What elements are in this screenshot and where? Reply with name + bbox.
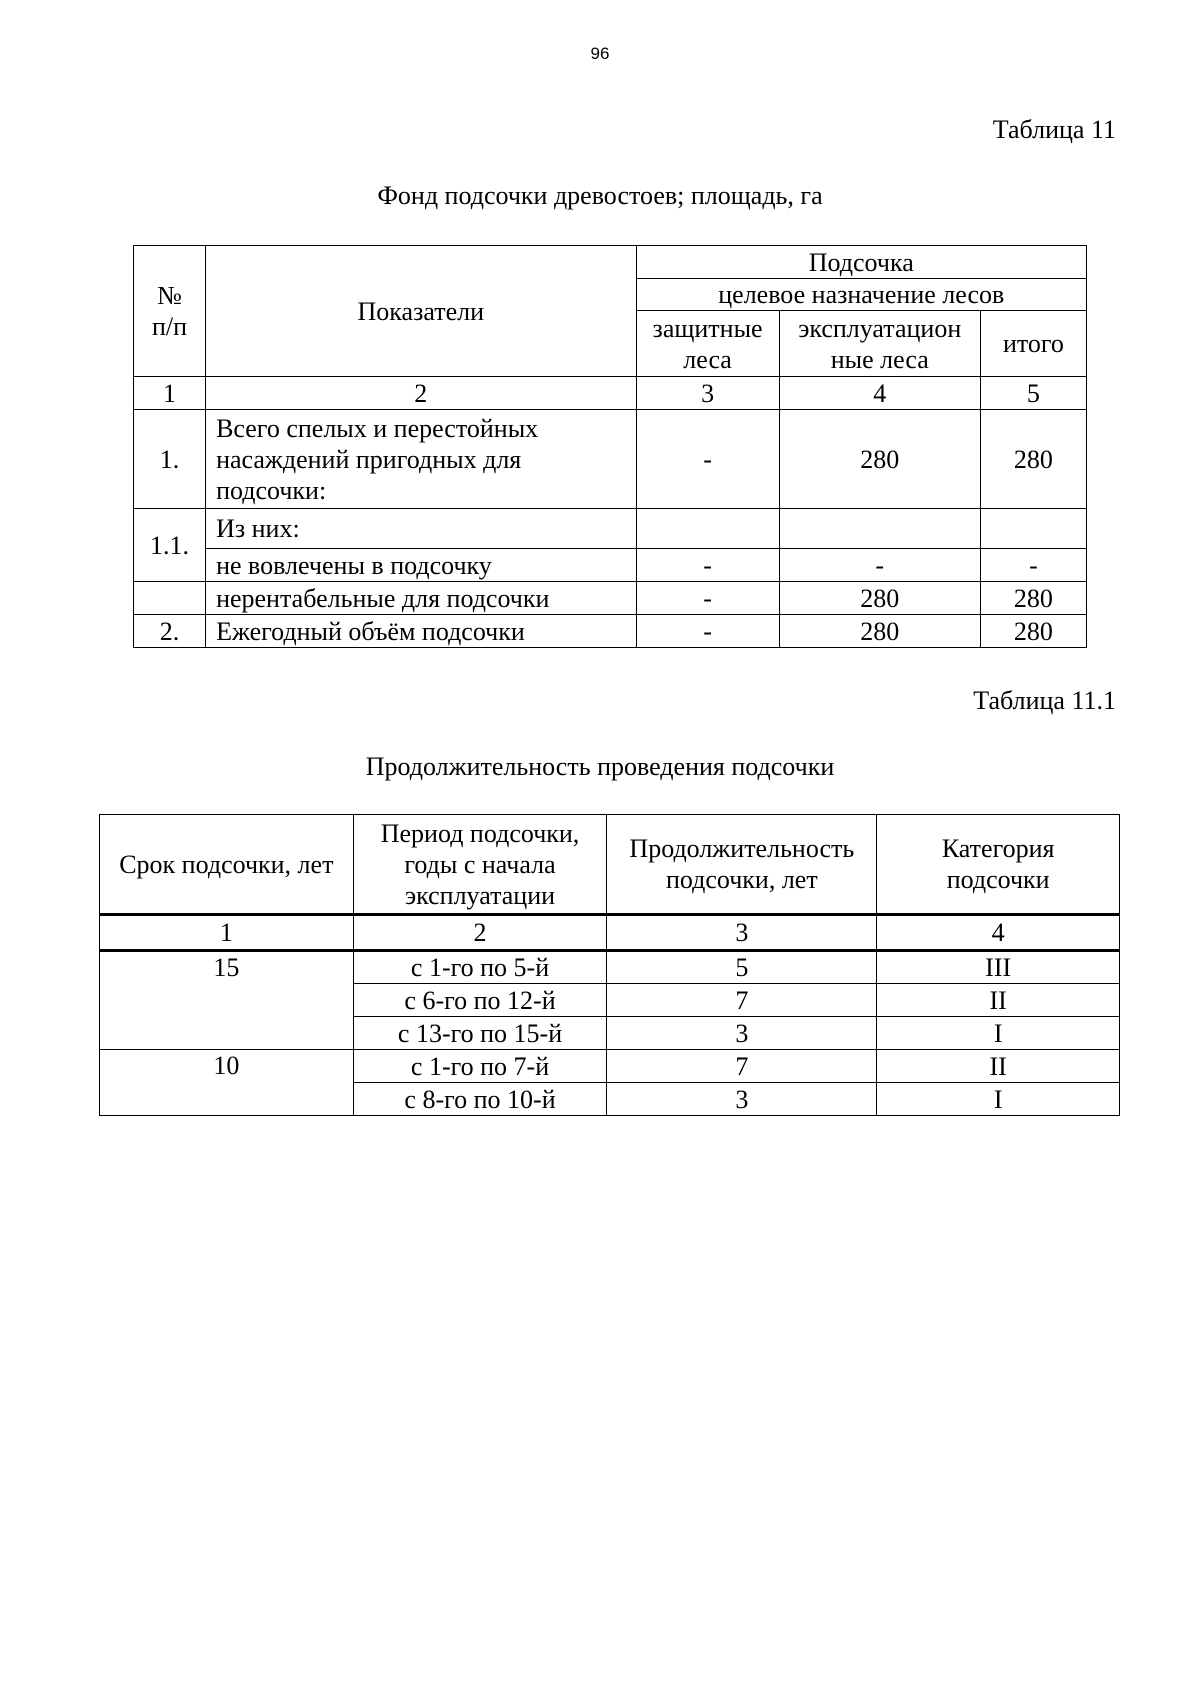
row-duration: 5: [607, 951, 877, 984]
row-num: 2.: [134, 615, 206, 648]
row-term: 10: [100, 1050, 354, 1116]
row-exploitation: 280: [779, 615, 980, 648]
header-category: Категория подсочки: [877, 815, 1120, 915]
table2-title: Продолжительность проведения подсочки: [365, 752, 835, 781]
col-number: 1: [134, 377, 206, 410]
row-exploitation: -: [779, 549, 980, 582]
row-duration: 3: [607, 1017, 877, 1050]
row-duration: 7: [607, 1050, 877, 1083]
row-protective: -: [636, 410, 779, 509]
header-group: Подсочка: [636, 246, 1087, 279]
table-row: [134, 615, 1087, 648]
col-number: 1: [100, 915, 354, 951]
header-indicators: Показатели: [206, 246, 636, 377]
table-row: [134, 549, 1087, 582]
row-total: 280: [980, 410, 1086, 509]
table2: [99, 814, 1120, 1116]
row-num: 1.: [134, 410, 206, 509]
col-number: 4: [877, 915, 1120, 951]
header-term: Срок подсочки, лет: [100, 815, 354, 915]
row-protective: -: [636, 582, 779, 615]
col-number: 3: [607, 915, 877, 951]
row-total: [980, 509, 1086, 549]
row-total: 280: [980, 615, 1086, 648]
row-category: I: [877, 1083, 1120, 1116]
header-protective: защитные леса: [636, 311, 779, 377]
row-period: с 13-го по 15-й: [353, 1017, 607, 1050]
row-num: 1.1.: [134, 509, 206, 582]
row-period: с 8-го по 10-й: [353, 1083, 607, 1116]
row-exploitation: 280: [779, 410, 980, 509]
row-period: с 1-го по 7-й: [353, 1050, 607, 1083]
page-number: 96: [590, 44, 610, 63]
row-duration: 3: [607, 1083, 877, 1116]
row-label: Ежегодный объём подсочки: [206, 615, 636, 648]
row-protective: -: [636, 615, 779, 648]
header-num: № п/п: [134, 246, 206, 377]
header-total: итого: [980, 311, 1086, 377]
header-duration: Продолжительность подсочки, лет: [607, 815, 877, 915]
row-category: II: [877, 984, 1120, 1017]
row-label: Из них:: [206, 509, 636, 549]
table-row: [134, 410, 1087, 509]
row-total: -: [980, 549, 1086, 582]
row-duration: 7: [607, 984, 877, 1017]
row-total: 280: [980, 582, 1086, 615]
col-number: 2: [206, 377, 636, 410]
header-period: Период подсочки, годы с начала эксплуатации: [353, 815, 607, 915]
row-label: не вовлечены в подсочку: [206, 549, 636, 582]
row-protective: [636, 509, 779, 549]
col-number: 5: [980, 377, 1086, 410]
col-number: 2: [353, 915, 607, 951]
row-exploitation: 280: [779, 582, 980, 615]
row-label: нерентабельные для подсочки: [206, 582, 636, 615]
table-row: [100, 951, 1120, 984]
row-period: с 6-го по 12-й: [353, 984, 607, 1017]
header-exploitation: эксплуатацион ные леса: [779, 311, 980, 377]
col-number: 4: [779, 377, 980, 410]
row-num: [134, 582, 206, 615]
table-row: [134, 509, 1087, 549]
table1-label: Таблица 11: [992, 115, 1116, 144]
row-exploitation: [779, 509, 980, 549]
col-number: 3: [636, 377, 779, 410]
row-label: Всего спелых и перестойных насаждений пригодных для подсочки:: [206, 410, 636, 509]
row-period: с 1-го по 5-й: [353, 951, 607, 984]
table1: [133, 245, 1087, 648]
table1-title: Фонд подсочки древостоев; площадь, га: [377, 181, 823, 210]
header-subgroup: целевое назначение лесов: [636, 279, 1087, 311]
row-protective: -: [636, 549, 779, 582]
table2-label: Таблица 11.1: [973, 686, 1116, 715]
row-category: III: [877, 951, 1120, 984]
row-term: 15: [100, 951, 354, 1050]
row-category: II: [877, 1050, 1120, 1083]
table-row: [100, 1050, 1120, 1083]
table-row: [134, 582, 1087, 615]
row-category: I: [877, 1017, 1120, 1050]
